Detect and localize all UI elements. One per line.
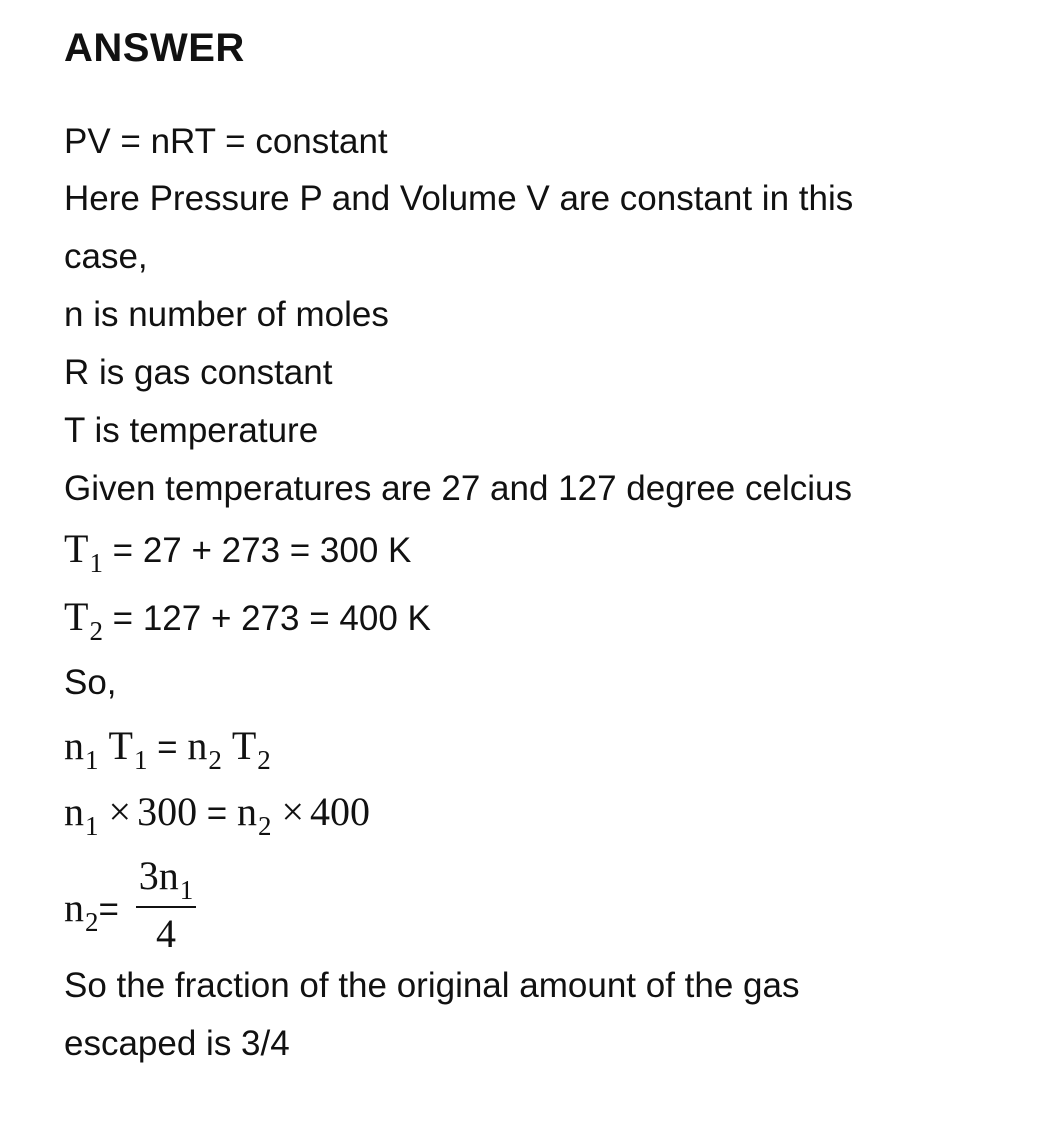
math-variable: T <box>108 723 133 768</box>
math-subscript: 1 <box>89 548 103 578</box>
math-expression: = 127 + 273 = 400 K <box>102 599 431 638</box>
text-line: n is number of moles <box>64 295 389 334</box>
text-line: T is temperature <box>64 411 319 450</box>
moles-value-equation <box>64 788 370 840</box>
math-operator: × <box>108 789 132 834</box>
fraction-denominator: 4 <box>156 911 176 956</box>
math-subscript: 2 <box>89 616 103 646</box>
fraction <box>136 852 196 956</box>
moles-temperature-equation <box>64 722 271 774</box>
math-subscript: 2 <box>257 745 271 775</box>
math-number: 300 <box>137 789 198 834</box>
math-operator: = <box>197 794 237 833</box>
text-line: Here Pressure P and Volume V are constant in this <box>64 179 854 218</box>
t2-equation <box>64 593 431 645</box>
math-variable: T <box>64 526 89 571</box>
answer-heading: ANSWER <box>64 26 245 70</box>
math-variable: 3n <box>138 853 179 898</box>
fraction-bar <box>136 906 196 908</box>
fraction-numerator <box>136 852 196 904</box>
math-variable: T <box>64 594 89 639</box>
math-operator: × <box>281 789 305 834</box>
math-variable: n <box>64 723 84 768</box>
text-line: So, <box>64 663 117 702</box>
text-line: Given temperatures are 27 and 127 degree celcius <box>64 469 852 508</box>
math-subscript: 2 <box>85 907 99 937</box>
math-variable: n <box>236 789 257 834</box>
conclusion-line: escaped is 3/4 <box>64 1024 290 1063</box>
math-variable: T <box>231 723 257 768</box>
math-number: 400 <box>310 789 371 834</box>
math-operator: = <box>147 728 188 767</box>
math-subscript: 1 <box>85 745 99 775</box>
math-subscript: 1 <box>85 811 99 841</box>
math-subscript: 1 <box>179 875 194 905</box>
math-subscript: 2 <box>257 811 272 841</box>
fraction-lhs <box>64 884 119 936</box>
math-operator: = <box>98 890 119 929</box>
text-line: R is gas constant <box>64 353 333 392</box>
math-variable: n <box>64 885 84 930</box>
math-expression: = 27 + 273 = 300 K <box>102 531 412 570</box>
text-line: case, <box>64 237 148 276</box>
math-variable: n <box>187 723 208 768</box>
text-line: PV = nRT = constant <box>64 122 388 161</box>
math-variable: n <box>64 789 84 834</box>
math-subscript: 2 <box>208 745 222 775</box>
math-subscript: 1 <box>133 745 148 775</box>
conclusion-line: So the fraction of the original amount of the gas <box>64 966 800 1005</box>
t1-equation <box>64 525 411 577</box>
